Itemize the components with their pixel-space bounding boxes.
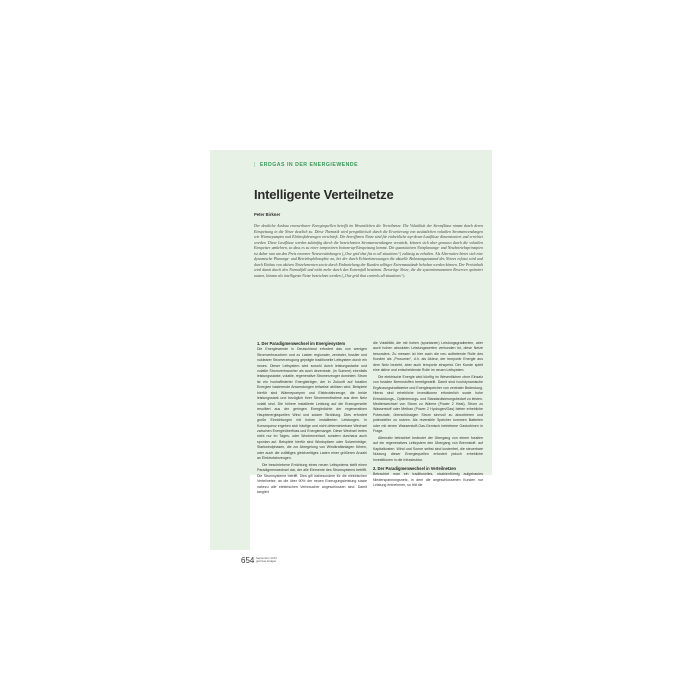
section-tag (254, 162, 358, 168)
body-paragraph: Die Energiewende in Deutschland erfordert das von wenigen Stromverbrauchern und zu Lasten regionaler, zentraler, fossiler und nuklearer Stromerzeugung geprägte traditionelle Leitsystem durch ein neues. Dieser Leitsystem wird sowohl durch leistungsstarke und volatile Stromverbraucher als auch dezentrale, (in Summe) ebenfalls leistungsstarke, volatile, regenerative Stromerzeuger dominiert. Strom ist ein hochaffinierter Energieträger, der in Zukunft auf fossilen Energien basierende Anwendungen teilweise ablösen wird. Beispiele hierfür sind Wärmepumpen und Elektrofahrzeuge, die beide leistungsstark und bezüglich ihrer Strommenthahme aus dem Netz volatil sind. Die höhere installierte Leistung auf die Erzeugerseite resultiert aus der geringen Energiedichte der regenerativen Hauptenergiequellen Wind und solarer Strahlung. Dies erfordert große Einrichtungen mit hohen installierten Leistungen. In Konsequenz ergeben sich häufige und nicht determinierbare Wechsel zwischen Energieüberfluss und Energiemangel. Diese Wechsel treten nicht nur im Tages- oder Wochenverlauf, sondern durchaus auch spontan auf. Beispiele hierfür sind Windspitzen oder Solareinträge, Starkwindphasen, die zur Abregelung von Windkraftanlagen führen, oder auch die zufälliges gleichzeitiges Laden einer größeren Anzahl an Elektrofahrzeugen. (257, 347, 367, 461)
section-heading-1: 1. Der Paradigmenwechsel im Energiesystem (257, 341, 346, 346)
margin-strip (210, 475, 250, 550)
body-paragraph: Die beschriebene Errichtung eines neuen Leitsystems stellt einen Paradigmenwechsel dar, der alle Elemente des Stromsystems betrifft. Die Stromsysteme betrifft. Dies gilt insbesondere für die elektrischen Verteilnetze, an die über 90% der neuen Erzeugungsleistung sowie nahezu alle elektrischen Verbraucher angeschlossen sind. Damit tangiert (257, 462, 367, 494)
body-paragraph: Betrachtet man ein traditionelles, strahlenförmig aufgebautes Niederspannungsnetz, in dem die angeschlossenen Kunden nur Leistung entnehmen, so tritt die (373, 472, 483, 488)
body-paragraph: die Volatilität, die mit hohen (spontanen) Leistungsgradienten, aber auch hohen absoluten Leistungswerten verbunden ist, diese Netze besonders. Zu messen ist hier auch die neu auftretende Rolle des Kunden als „Prosumer“, d.h. als Akteur, der temporär Energie aus dem Netz bezieht, aber auch temporär einspeist. Der Kunde spielt eine aktive und entscheidende Rolle im neuen Leitsystem. (373, 341, 483, 373)
body-paragraph: Alternativ betrachtet bedeutet der Übergang von einem fossilen auf ein regeneratives Leitsystem den Übergang von Brennstoff- auf Kapitalkosten. Wind und Sonne selbst sind kostenfrei, die steuerbare Nutzung dieser Energiequellen erfordert jedoch erhebliche Investitionen in die Infrastruktur. (373, 435, 483, 462)
section-label: ERDGAS IN DER ENERGIEWENDE (259, 162, 359, 168)
folio-date: September 2013 (256, 556, 277, 560)
section-heading-2: 2. Der Paradigmenwechsel in Verteilnetzen (373, 465, 457, 471)
right-column (373, 341, 483, 490)
abstract-text: Der deutliche Ausbau erneuerbarer Energiequellen betrifft im Wesentlichen die Verteilnetze. Die Volatilität der Stromflüsse nimmt durch deren Einspeisung in die Netze deutlich zu. Diese Thematik wird perspektivisch durch die Erweiterung von zusätzlichen volatilen Stromanwendungen wie Wärmepumpen und Elektrofahrzeugen verschärft. Die betroffenen Netze sind für einheitliche top-down-Lastflüsse dimensioniert und errichtet worden. Diese Lastflüsse werden zukünftig durch die bezeichneten Stromanwendungen verstärkt, können sich aber genauso durch die volatilen Einspeiser umkehren, so dass es zu einer temporären bottom-up-Einspeisung kommt. Die quantitativen Netzplanungs- und Netzbetriebsprinzipien ist daher nun um den Preis enormer Netzverstärkungen („One grid that fits to all situations“) zulässig zu erhalten. Als Alternative bietet sich eine dynamische Planungs- und Betriebsphilosophie an, bei der durch Echtzeitmessungen die aktuelle Belastungszustand des Netzes erfasst wird und durch Einbau von aktiven Netzelementen sowie durch Einbeziehung der Kunden selbiger Extremzustände behoben werden können. Der Preisinhalt wird damit durch den Normalfall und nicht mehr durch den Extremfall bestimmt. Derartige Netze, die die systemimmanenten Reserven optimiert nutzen, können als intelligente Netze bezeichnet werden („One grid that controls all situations“). (254, 224, 483, 278)
section-bar: | (254, 162, 256, 168)
journal-page (210, 150, 492, 565)
author-name: Peter Birkner (254, 212, 281, 217)
left-column (257, 341, 367, 496)
folio-meta (256, 557, 277, 564)
body-paragraph: Die elektrische Energie wird künftig im Wesentlichen ohne Einsatz von fossilen Brennstoffen bereitgestellt. Damit sind hochdynamische Ergänzungskraftwerke und Energiespeicher von zentraler Bedeutung. Hierzu sind erhebliche Investitionen erforderlich sowie hohe Entwicklungs-, Optimierungs- und Standardisierungsbedarf zu leisten. Medienwechsel von Strom zu Wärme (Power 2 Heat), Strom zu Wasserstoff oder Methan (Power 2 Hydrogen/Gas) bieten erhebliche Potenziale, überschüssigen Strom sinnvoll zu absorbieren und potenzieller zu nutzen. Als reversible Speicher kommen Batterien oder mit einem Wasserstoff-Gas-Gemisch betriebene Gasturbinen in Frage. (373, 374, 483, 434)
article-title: Intelligente Verteilnetze (254, 187, 394, 202)
folio-journal: gwf-Gas Erdgas (256, 559, 277, 564)
page-number: 654 (241, 556, 255, 565)
